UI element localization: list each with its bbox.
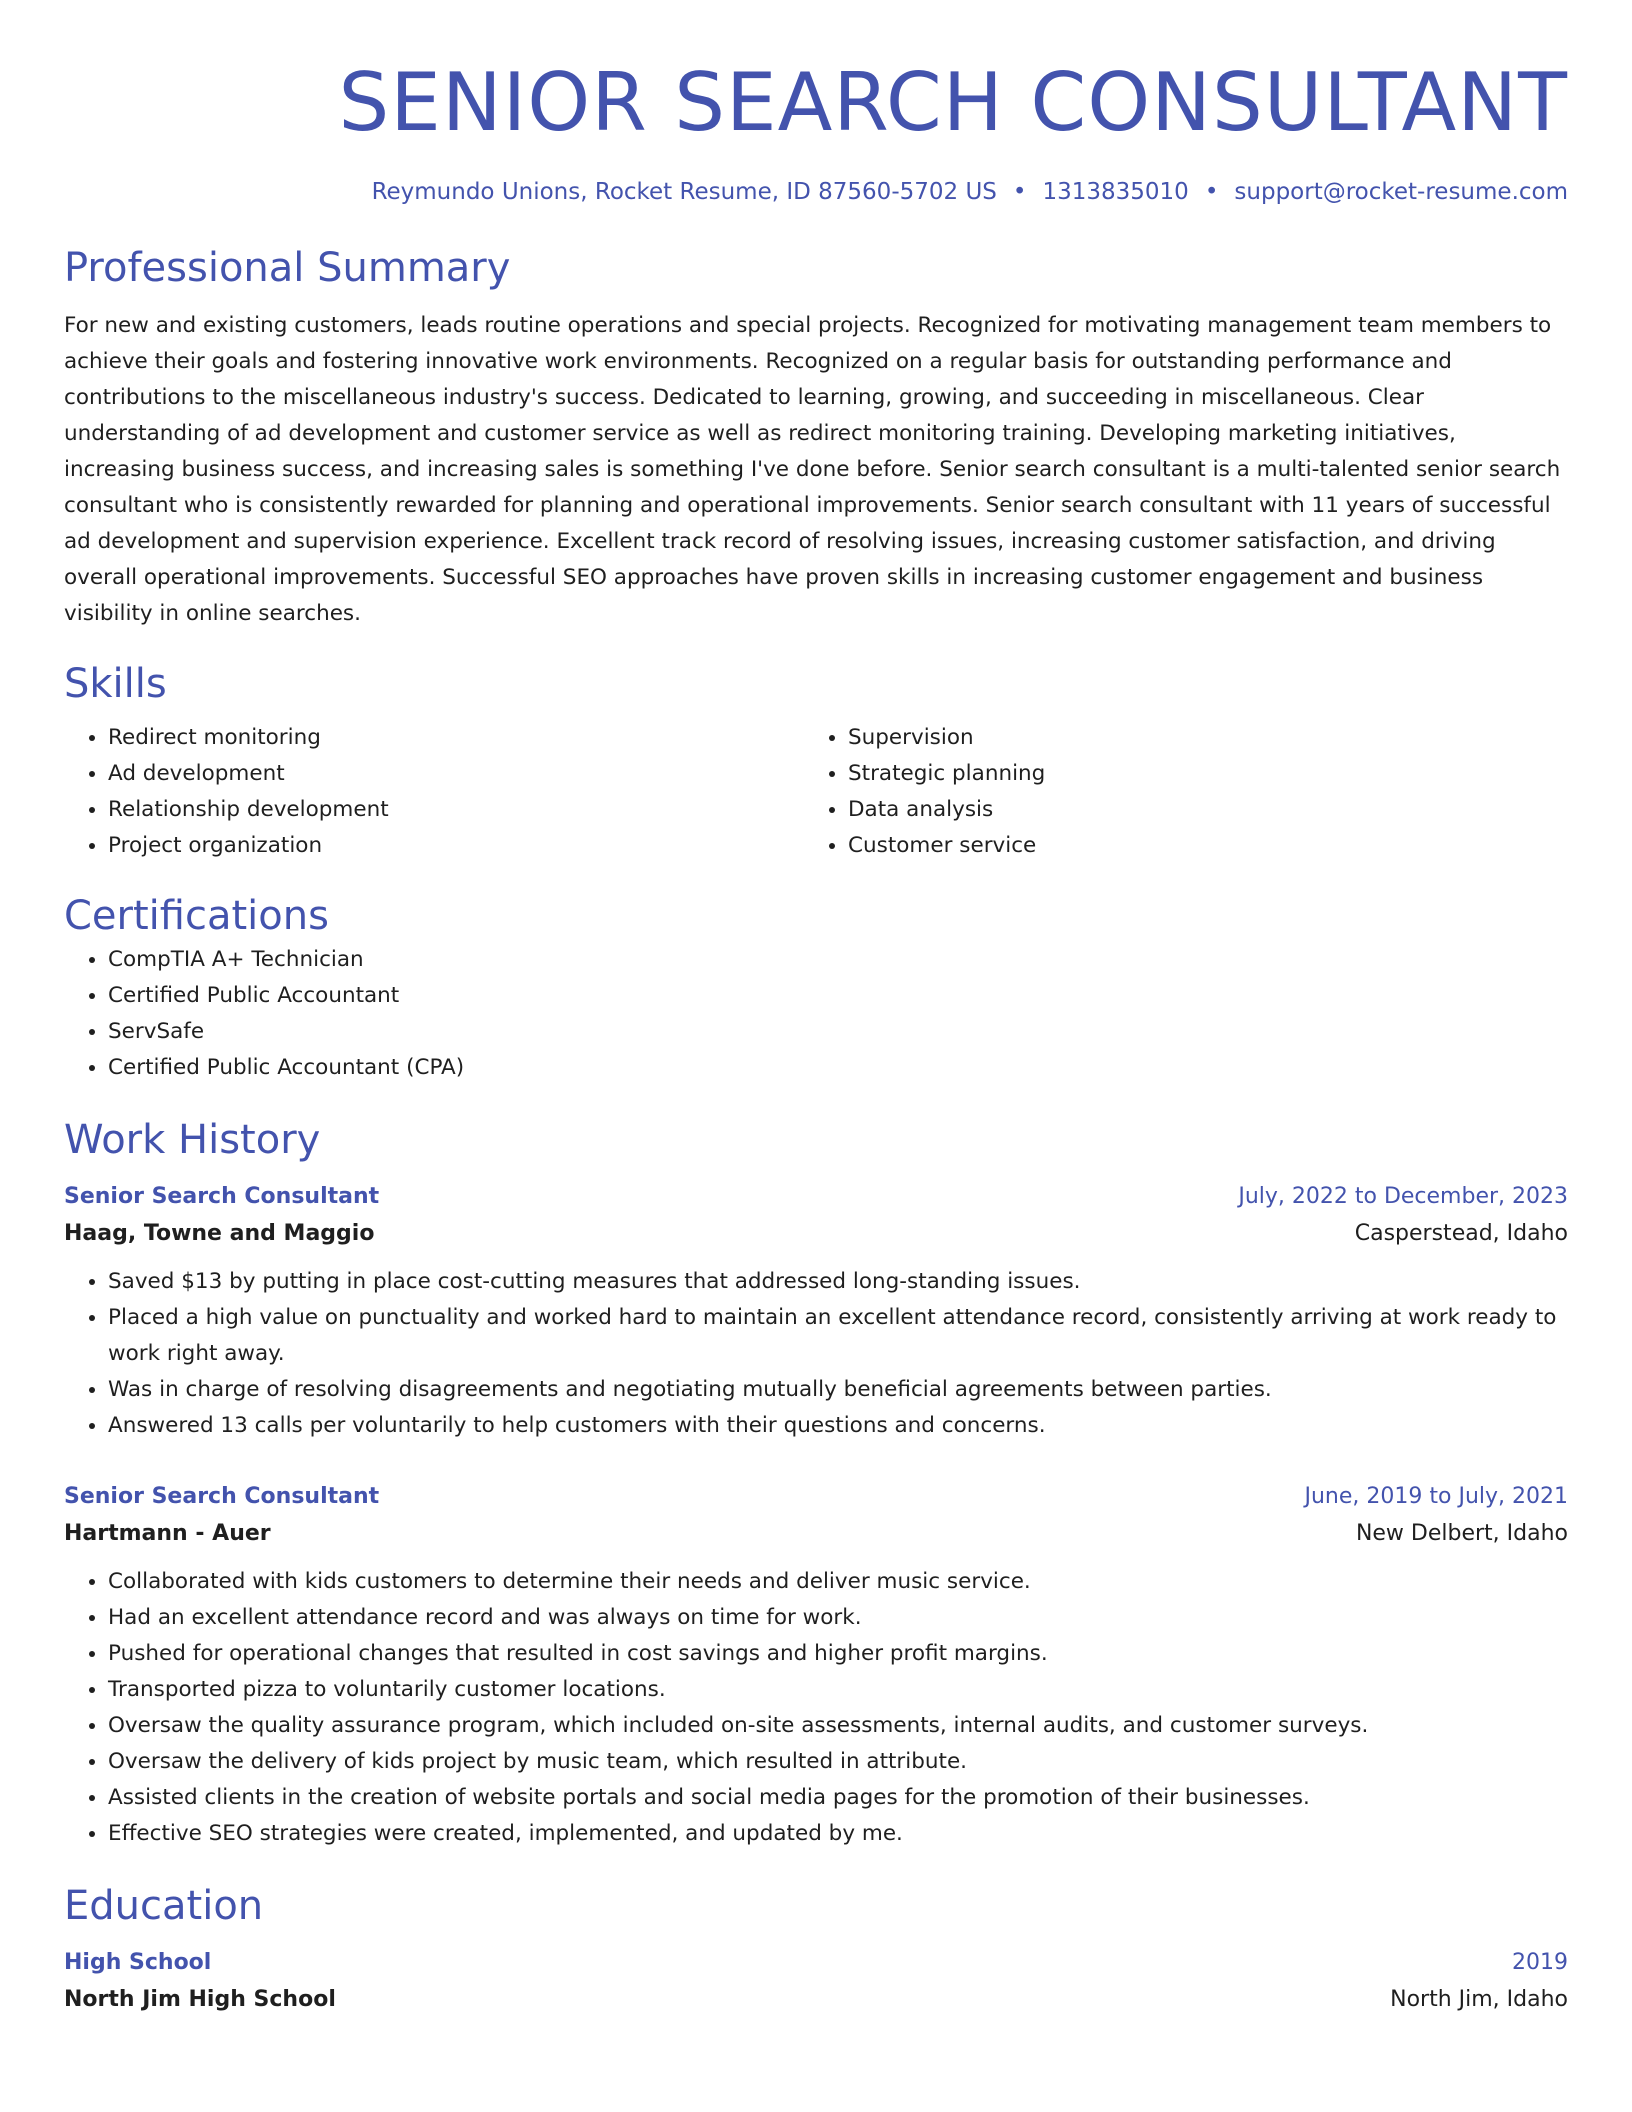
certification-item: • Certified Public Accountant (CPA) [108, 1050, 1568, 1086]
skills-list [64, 720, 1568, 864]
job-location: Casperstead, Idaho [1354, 1221, 1568, 1246]
job-location: New Delbert, Idaho [1355, 1521, 1568, 1546]
education-location: North Jim, Idaho [1390, 1987, 1568, 2012]
page-title: SENIOR SEARCH CONSULTANT [338, 56, 1568, 149]
skills-column-left [64, 720, 804, 864]
job-bullets [64, 1564, 1568, 1852]
contact-separator: • [1012, 179, 1027, 205]
section-title-skills: Skills [64, 661, 167, 707]
job-bullet: • Had an excellent attendance record and was always on time for work. [108, 1600, 1568, 1636]
job-bullet: • Oversaw the delivery of kids project by music team, which resulted in attribute. [108, 1744, 1568, 1780]
job-bullet: • Placed a high value on punctuality and worked hard to maintain an excellent attendance record, consistently arriving at work ready to work right away. [108, 1300, 1568, 1372]
certification-list [64, 942, 1568, 1086]
job-bullet: • Effective SEO strategies were created, implemented, and updated by me. [108, 1816, 1568, 1852]
skill-item: • Project organization [108, 828, 804, 864]
contact-email[interactable]: support@rocket-resume.com [1234, 179, 1568, 205]
contact-separator: • [1204, 179, 1219, 205]
skill-item: • Supervision [848, 720, 1544, 756]
job-entry [64, 1180, 1568, 1444]
skill-item: • Redirect monitoring [108, 720, 804, 756]
certification-item: • ServSafe [108, 1014, 1568, 1050]
job-dates: June, 2019 to July, 2021 [1304, 1484, 1568, 1509]
contact-address: Reymundo Unions, Rocket Resume, ID 87560-5702 US [371, 179, 997, 205]
job-bullet: • Saved $13 by putting in place cost-cutting measures that addressed long-standing issues. [108, 1264, 1568, 1300]
education-entry [64, 1946, 1568, 2020]
section-title-certifications: Certifications [64, 893, 329, 939]
education-school: North Jim High School [64, 1987, 336, 2012]
job-bullet: • Transported pizza to voluntarily customer locations. [108, 1672, 1568, 1708]
section-title-summary: Professional Summary [64, 245, 511, 291]
job-entry [64, 1480, 1568, 1852]
contact-line [64, 176, 1568, 208]
section-title-education: Education [64, 1883, 264, 1929]
job-bullet: • Oversaw the quality assurance program, which included on-site assessments, internal audits, and customer surveys. [108, 1708, 1568, 1744]
skill-item: • Strategic planning [848, 756, 1544, 792]
job-title: Senior Search Consultant [64, 1184, 380, 1209]
skill-item: • Ad development [108, 756, 804, 792]
job-dates: July, 2022 to December, 2023 [1238, 1184, 1568, 1209]
job-company: Haag, Towne and Maggio [64, 1221, 375, 1246]
education-degree: High School [64, 1950, 212, 1975]
job-bullet: • Collaborated with kids customers to determine their needs and deliver music service. [108, 1564, 1568, 1600]
job-bullet: • Pushed for operational changes that resulted in cost savings and higher profit margins. [108, 1636, 1568, 1672]
section-title-work-history: Work History [64, 1117, 321, 1163]
skill-item: • Relationship development [108, 792, 804, 828]
job-company: Hartmann - Auer [64, 1521, 271, 1546]
skill-item: • Customer service [848, 828, 1544, 864]
certification-item: • CompTIA A+ Technician [108, 942, 1568, 978]
certification-item: • Certified Public Accountant [108, 978, 1568, 1014]
education-year: 2019 [1512, 1950, 1568, 1975]
job-bullet: • Answered 13 calls per voluntarily to help customers with their questions and concerns. [108, 1408, 1568, 1444]
job-bullet: • Was in charge of resolving disagreements and negotiating mutually beneficial agreements between parties. [108, 1372, 1568, 1408]
skills-column-right [804, 720, 1544, 864]
skill-item: • Data analysis [848, 792, 1544, 828]
resume-header [64, 48, 1568, 208]
contact-phone: 1313835010 [1042, 179, 1189, 205]
job-bullets [64, 1264, 1568, 1444]
job-bullet: • Assisted clients in the creation of website portals and social media pages for the promotion of their businesses. [108, 1780, 1568, 1816]
job-title: Senior Search Consultant [64, 1484, 380, 1509]
summary-text: For new and existing customers, leads routine operations and special projects. Recognized for motivating management team members to achieve their goals and fostering innovative work environments. Recognized on a regular basis for outstanding performance and contributions to the miscellaneous industry's success. Dedicated to learning, growing, and succeeding in miscellaneous. Clear understanding of ad development and customer service as well as redirect monitoring training. Developing marketing initiatives, increasing business success, and increasing sales is something I've done before. Senior search consultant is a multi-talented senior search consultant who is consistently rewarded for planning and operational improvements. Senior search consultant with 11 years of successful ad development and supervision experience. Excellent track record of resolving issues, increasing customer satisfaction, and driving overall operational improvements. Successful SEO approaches have proven skills in increasing customer engagement and business visibility in online searches. [64, 313, 1561, 626]
